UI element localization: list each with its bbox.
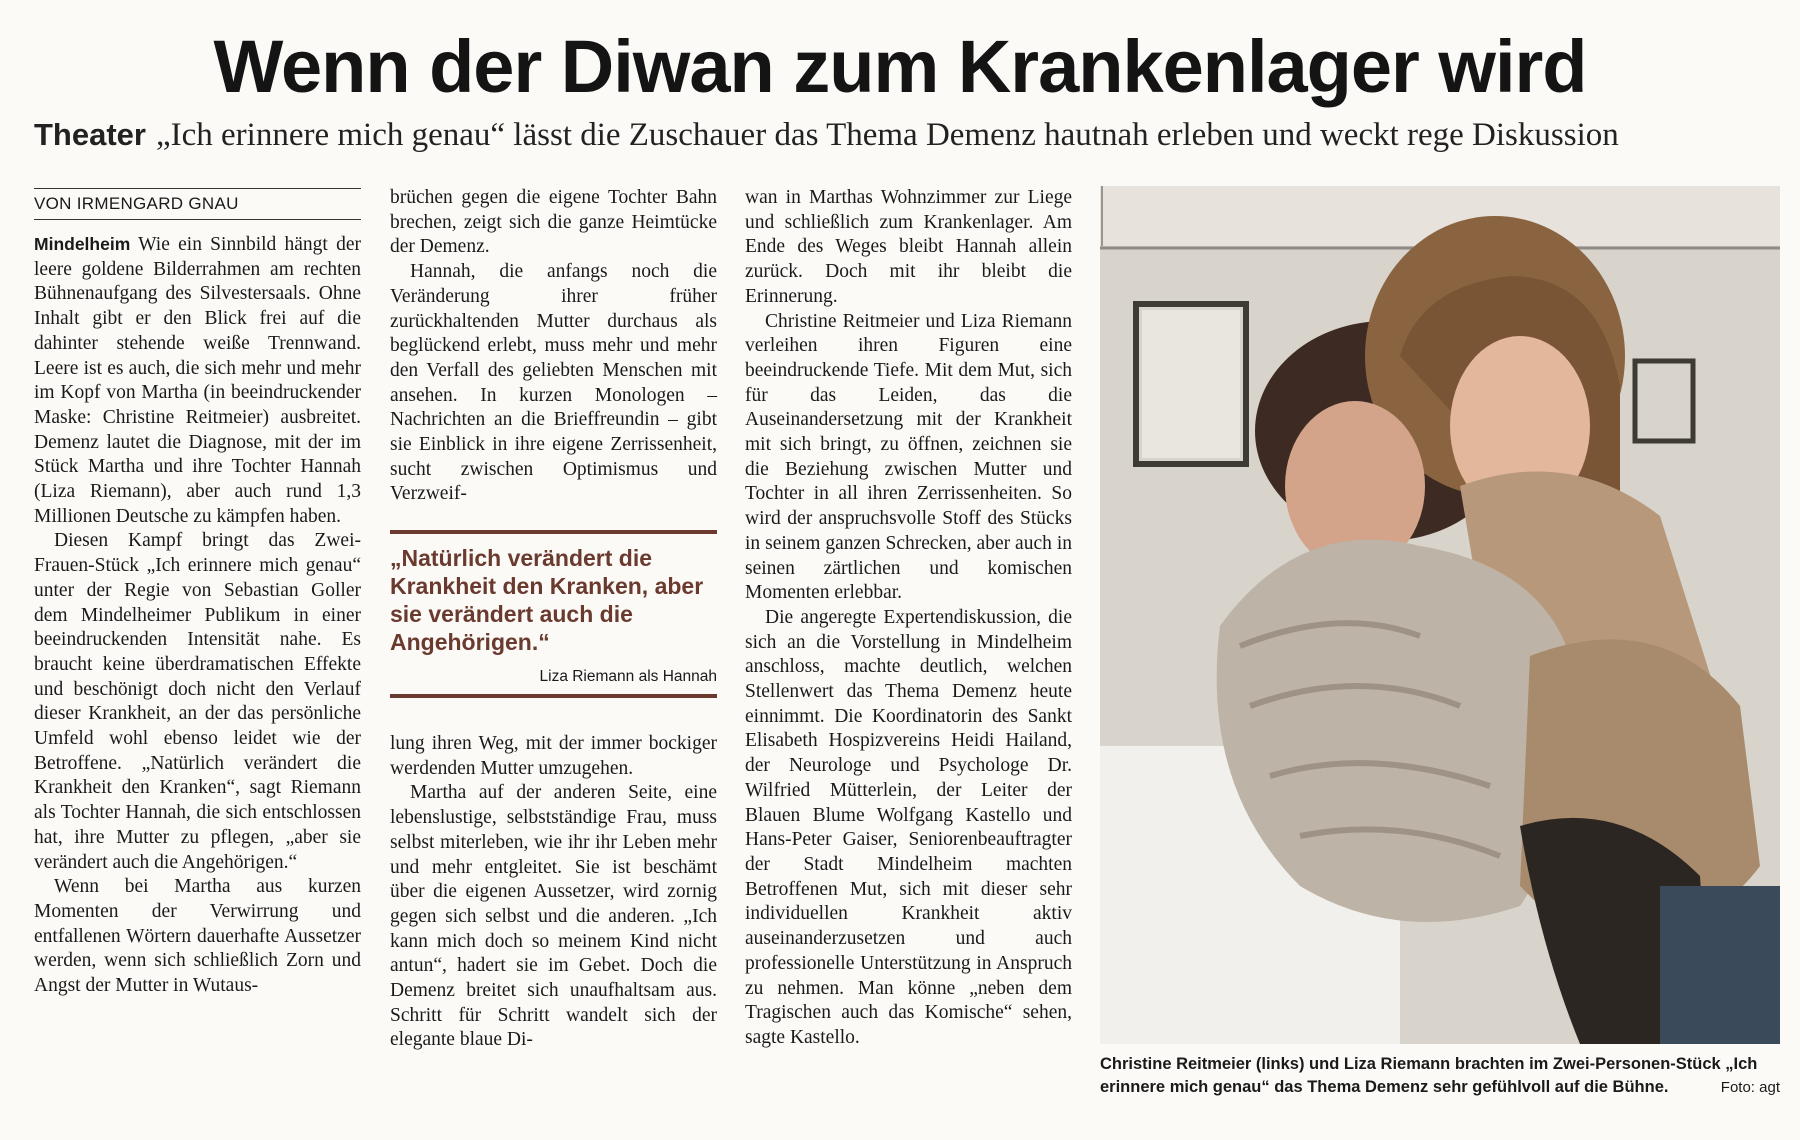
paragraph: Martha auf der anderen Seite, eine lebenslustige, selbstständige Frau, muss selbst miterleben, wie ihr ihr Leben mehr und mehr entgleitet. Sie ist beschämt über die eigenen Aussetzer, wird zornig gegen sich selbst und die anderen. „Ich kann mich doch so meinem Kind nicht antun“, hadert sie im Gebet. Doch die Demenz breitet sich unaufhaltsam aus. Schritt für Schritt wandelt sich der elegante blaue Di-: [390, 782, 717, 1051]
paragraph: lung ihren Weg, mit der immer bockiger werdenden Mutter umzugehen.: [390, 733, 717, 779]
subheadline-text: „Ich erinnere mich genau“ lässt die Zuschauer das Thema Demenz hautnah erleben und weckt rege Diskussion: [155, 117, 1619, 153]
photo-caption: [1100, 1053, 1780, 1099]
column-2-top: [390, 186, 717, 507]
photo-credit: Foto: agt: [1720, 1079, 1780, 1096]
kicker: Theater: [34, 117, 146, 152]
pull-quote-attribution: Liza Riemann als Hannah: [539, 668, 717, 685]
paragraph-text: Wie ein Sinnbild hängt der leere goldene Bilderrahmen am rechten Bühnenaufgang des Silvestersaals. Ohne Inhalt gibt er den Blick frei auf die dahinter stehende weiße Trennwand. Leere ist es auch, die sich mehr und mehr im Kopf von Martha (in beeindruckender Maske: Christine Reitmeier) ausbreitet. Demenz lautet die Diagnose, mit der im Stück Martha und ihre Tochter Hannah (Liza Riemann), aber auch rund 1,3 Millionen Deutsche zu kämpfen haben.: [34, 234, 361, 527]
pull-quote: [390, 530, 717, 698]
paragraph: Christine Reitmeier und Liza Riemann verleihen ihren Figuren eine beeindruckende Tiefe. Mit dem Mut, sich für das Leiden, das die Auseinandersetzung mit der Krankheit mit sich bringt, zu öffnen, zeichnen sie die Beziehung zwischen Mutter und Tochter in all ihren Zerrissenheiten. So wird der anspruchsvolle Stoff des Stücks in seinem ganzen Schrecken, aber auch in seinen zärtlichen und komischen Momenten erlebbar.: [745, 310, 1072, 604]
dateline: Mindelheim: [34, 234, 131, 254]
subheadline: [34, 112, 1784, 158]
paragraph: Hannah, die anfangs noch die Veränderung ihrer früher zurückhaltenden Mutter durchaus als beglückend erlebt, muss mehr und mehr den Verfall des geliebten Menschen mit ansehen. In kurzen Monologen – Nachrichten an die Brieffreundin – gibt sie Einblick in ihre eigene Zerrissenheit, sucht zwischen Optimismus und Verzweif-: [390, 261, 717, 505]
paragraph: brüchen gegen die eigene Tochter Bahn brechen, zeigt sich die ganze Heimtücke der Demenz.: [390, 187, 717, 258]
pull-quote-text: „Natürlich verändert die Krankheit den Kranken, aber sie verändert auch die Angehörigen.“: [390, 545, 704, 655]
byline: VON IRMENGARD GNAU: [34, 188, 361, 214]
paragraph: wan in Marthas Wohnzimmer zur Liege und schließlich zum Krankenlager. Am Ende des Weges bleibt Hannah allein zurück. Doch mit ihr bleibt die Erinnerung.: [745, 187, 1072, 307]
paragraph: Diesen Kampf bringt das Zwei-Frauen-Stück „Ich erinnere mich genau“ unter der Regie von Sebastian Goller dem Mindelheimer Publikum in einer beeindruckenden Intensität nahe. Es braucht keine überdramatischen Effekte und beschönigt doch nicht den Verlauf dieser Krankheit, an der das persönliche Umfeld wohl ebenso leidet wie der Betroffene. „Natürlich verändert die Krankheit den Kranken“, sagt Riemann als Tochter Hannah, die sich entschlossen hat, ihre Mutter zu pflegen, „aber sie verändert auch die Angehörigen.“: [34, 530, 361, 873]
photo-caption-text: Christine Reitmeier (links) und Liza Riemann brachten im Zwei-Personen-Stück „Ich erinnere mich genau“ das Thema Demenz sehr gefühlvoll auf die Bühne.: [1100, 1055, 1758, 1096]
photo-illustration: [1100, 186, 1780, 1044]
paragraph: [34, 232, 361, 529]
paragraph: Die angeregte Expertendiskussion, die sich an die Vorstellung in Mindelheim anschloss, machte deutlich, welchen Stellenwert das Thema Demenz heute einnimmt. Die Koordinatorin des Sankt Elisabeth Hospizvereins Heidi Hailand, der Neurologe und Psychologe Dr. Wilfried Mütterlein, der Leiter der Blauen Blume Wolfgang Kastello und Hans-Peter Gaiser, Seniorenbeauftragter der Stadt Mindelheim machten Betroffenen Mut, sich mit dieser sehr individuellen Krankheit aktiv auseinanderzusetzen und auch professionelle Unterstützung in Anspruch zu nehmen. Man könne „neben dem Tragischen auch das Komische“ sehen, sagte Kastello.: [745, 606, 1072, 1048]
article-photo: [1100, 186, 1780, 1044]
column-2-bottom: [390, 732, 717, 1053]
byline-rule: [34, 219, 361, 220]
headline: Wenn der Diwan zum Krankenlager wird: [213, 25, 1587, 108]
column-3: [745, 186, 1072, 1051]
column-1: [34, 232, 361, 999]
paragraph: Wenn bei Martha aus kurzen Momenten der Verwirrung und entfallenen Wörtern dauerhafte Aussetzer werden, wenn sich schließlich Zorn und Angst der Mutter in Wutaus-: [34, 876, 361, 997]
